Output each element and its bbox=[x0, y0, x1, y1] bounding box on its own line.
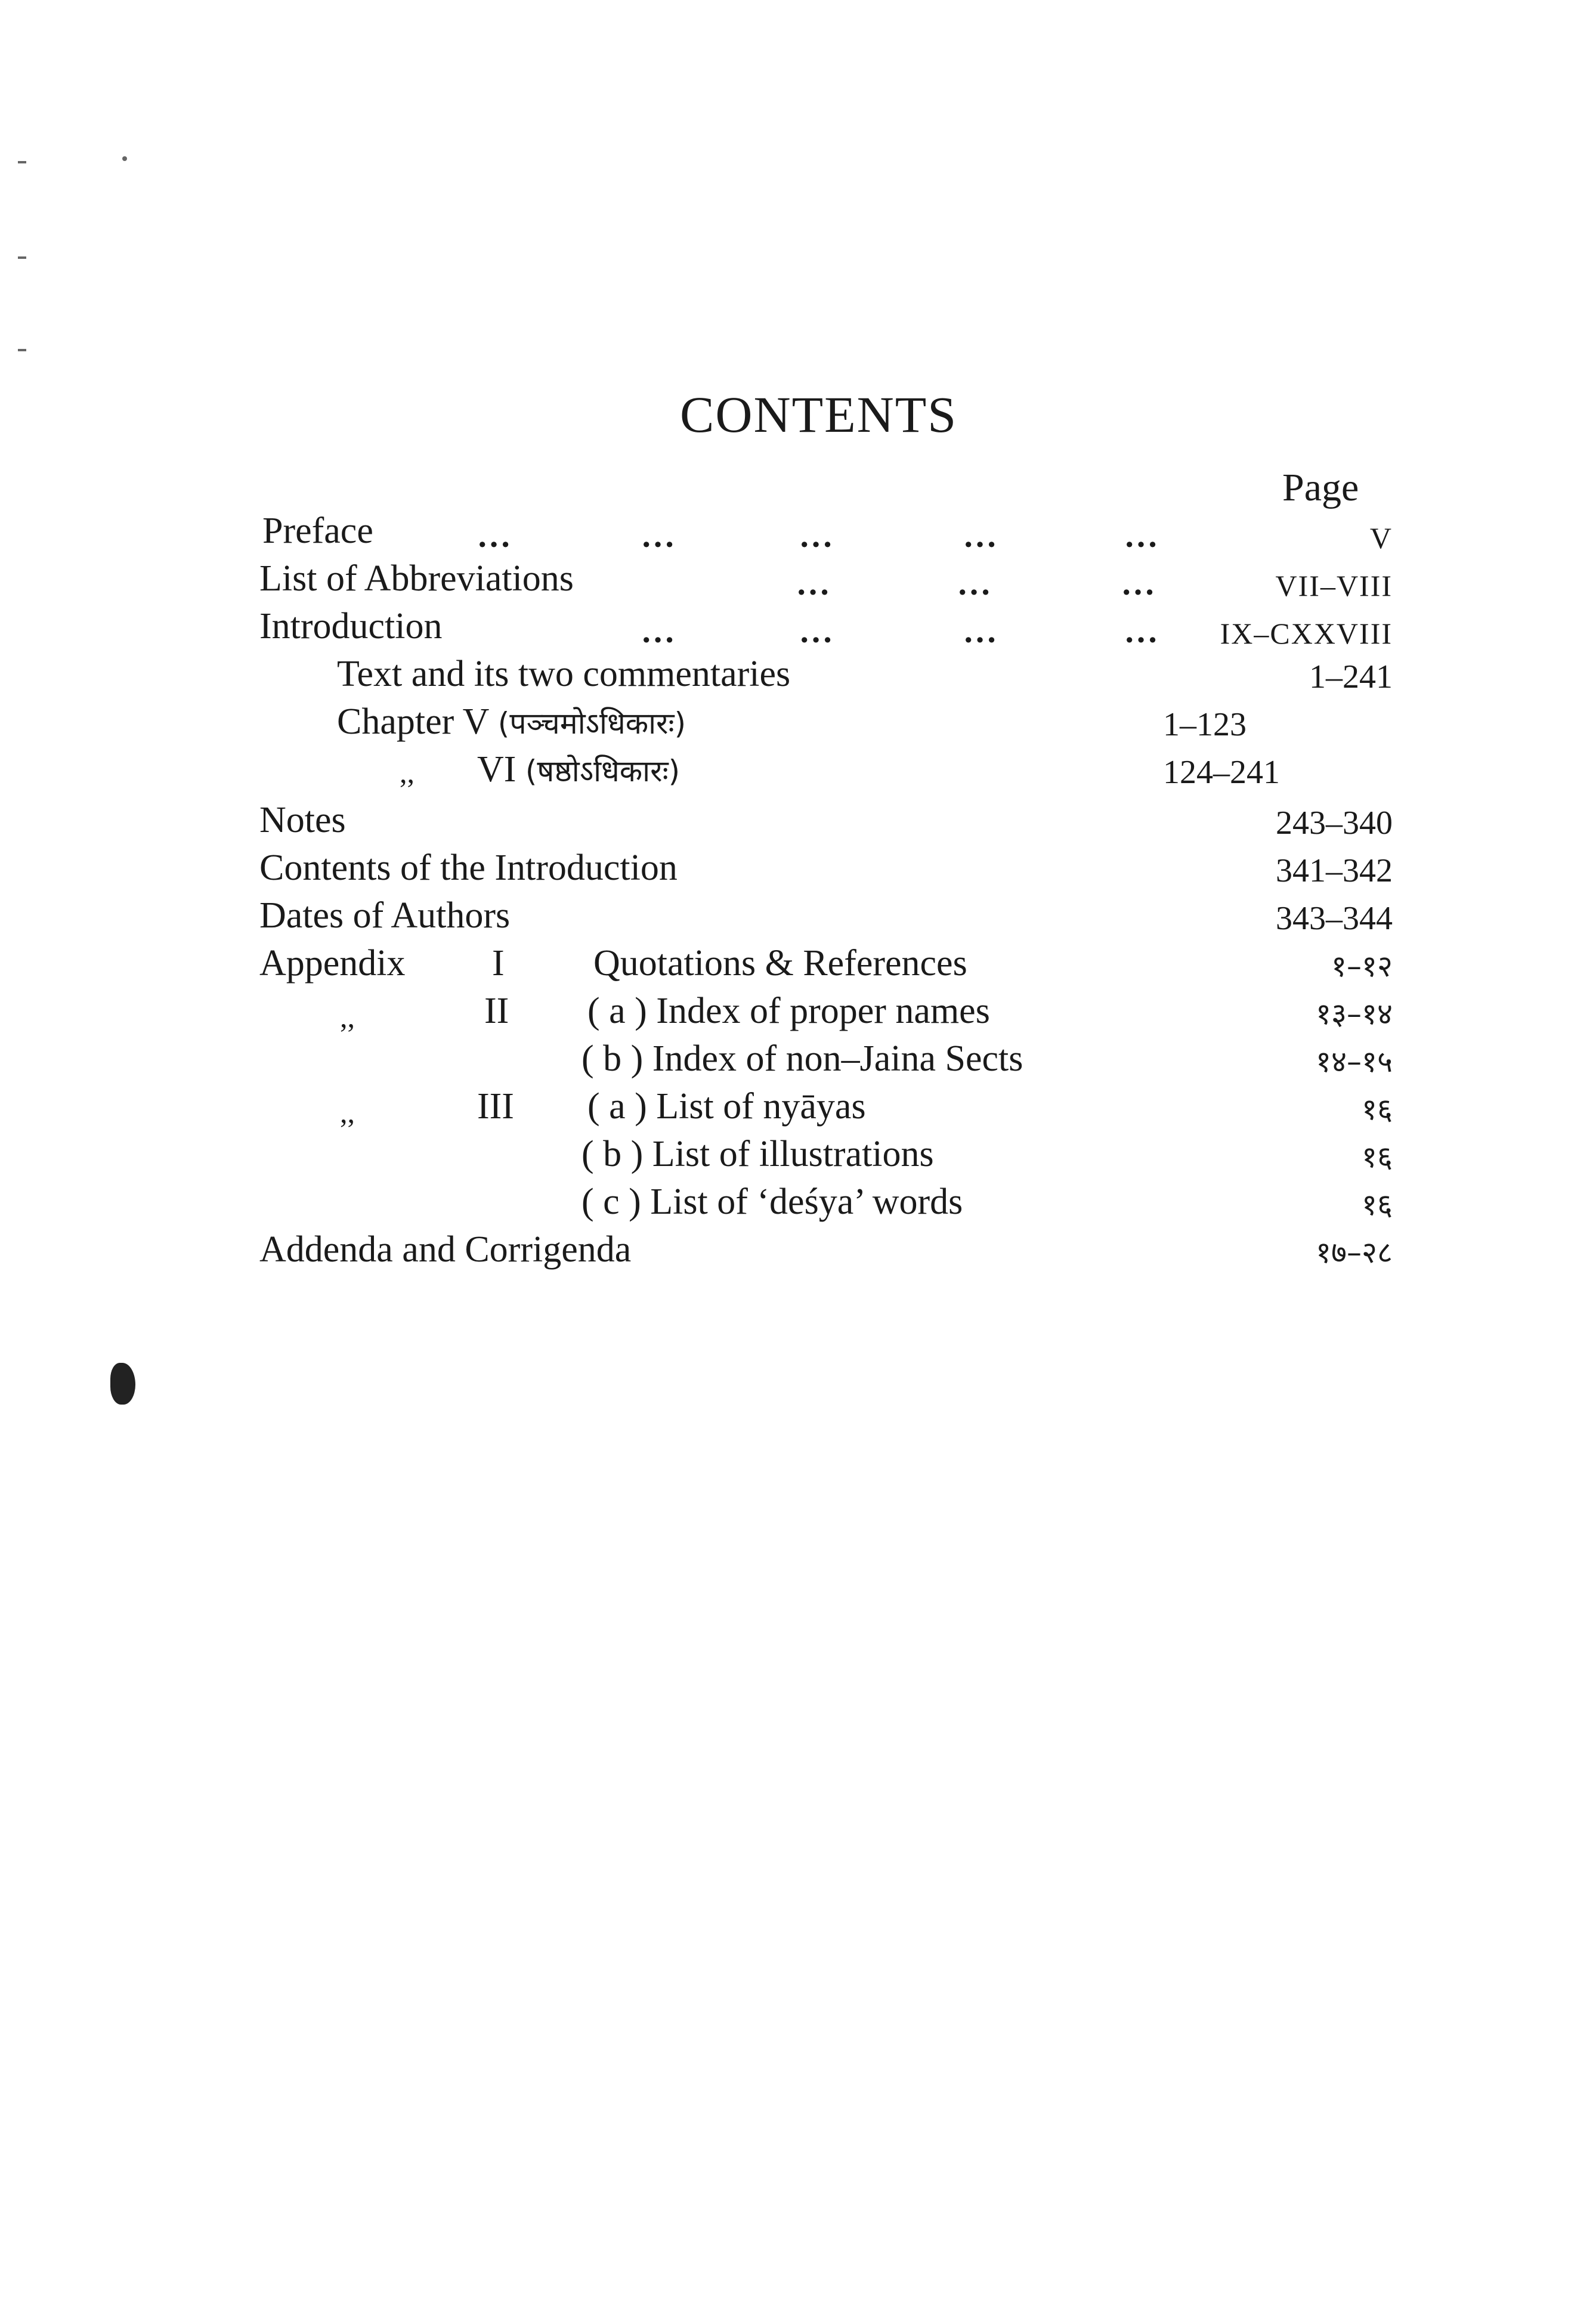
scan-mark bbox=[18, 161, 26, 163]
leader-dots: ... bbox=[799, 614, 834, 650]
sanskrit-title: (षष्ठोऽधिकारः) bbox=[525, 754, 681, 788]
leader-dots: ... bbox=[1124, 614, 1159, 650]
toc-label: Dates of Authors bbox=[259, 895, 511, 936]
toc-ditto bbox=[340, 1088, 355, 1136]
leader-dots: ... bbox=[1124, 519, 1159, 554]
toc-page-dates: 343–344 bbox=[1276, 900, 1393, 937]
leader-dots: ... bbox=[641, 614, 676, 650]
appendix-title: ( b ) List of illustrations bbox=[582, 1134, 934, 1174]
ditto-mark: ,, bbox=[340, 1000, 355, 1034]
toc-page-introduction: IX–CXXVIII bbox=[1220, 617, 1393, 650]
toc-entry-abbreviations bbox=[259, 555, 574, 602]
toc-entry-text bbox=[337, 650, 790, 698]
toc-page-appendix-2b: १४–१५ bbox=[1316, 1044, 1393, 1079]
toc-ditto bbox=[400, 749, 415, 796]
toc-ditto bbox=[340, 993, 355, 1041]
toc-page-appendix-3c: १६ bbox=[1362, 1187, 1393, 1222]
sanskrit-title: (पञ्चमोऽधिकारः) bbox=[497, 706, 686, 741]
leader-dots: ... bbox=[641, 519, 676, 554]
page-title: CONTENTS bbox=[680, 386, 958, 443]
toc-label: VI bbox=[477, 749, 516, 790]
toc-label: Introduction bbox=[259, 606, 443, 647]
toc-page-appendix-2a: १३–१४ bbox=[1316, 997, 1393, 1031]
toc-entry-addenda bbox=[259, 1226, 631, 1273]
appendix-numeral: I bbox=[492, 943, 505, 984]
appendix-numeral: II bbox=[484, 991, 509, 1031]
leader-dots: ... bbox=[796, 567, 831, 602]
appendix-title: ( a ) List of nyāyas bbox=[587, 1086, 866, 1127]
scan-mark bbox=[18, 349, 26, 351]
leader-dots: ... bbox=[477, 519, 512, 554]
toc-page-appendix-3b: १६ bbox=[1362, 1140, 1393, 1174]
scan-mark bbox=[18, 256, 26, 259]
toc-page-chapter-6: 124–241 bbox=[1163, 754, 1280, 791]
toc-page-contents-intro: 341–342 bbox=[1276, 852, 1393, 889]
toc-label: List of Abbreviations bbox=[259, 558, 574, 599]
toc-entry-appendix-1 bbox=[259, 939, 406, 987]
toc-label: Contents of the Introduction bbox=[259, 848, 678, 888]
leader-dots: ... bbox=[963, 614, 998, 650]
toc-page-addenda: १७–२८ bbox=[1316, 1235, 1393, 1270]
toc-page-chapter-5: 1–123 bbox=[1163, 706, 1247, 743]
toc-page-text: 1–241 bbox=[1309, 658, 1393, 695]
appendix-title: ( c ) List of ‘deśya’ words bbox=[582, 1182, 963, 1222]
toc-page-abbreviations: VII–VIII bbox=[1275, 569, 1393, 602]
toc-label: Appendix bbox=[259, 943, 406, 984]
appendix-title: ( b ) Index of non–Jaina Sects bbox=[582, 1038, 1023, 1079]
toc-entry-introduction bbox=[259, 602, 443, 650]
leader-dots: ... bbox=[963, 519, 998, 554]
toc-label: Chapter V bbox=[337, 701, 489, 742]
toc-entry-chapter-6 bbox=[477, 746, 680, 793]
toc-page-notes: 243–340 bbox=[1276, 805, 1393, 842]
leader-dots: ... bbox=[957, 567, 992, 602]
toc-page-appendix-3a: १६ bbox=[1362, 1092, 1393, 1127]
page-column-label: Page bbox=[1282, 466, 1359, 509]
toc-entry-notes bbox=[259, 796, 346, 844]
scan-mark bbox=[122, 156, 127, 161]
appendix-title: Quotations & References bbox=[593, 943, 967, 984]
toc-entry-preface bbox=[262, 507, 373, 555]
appendix-numeral: III bbox=[477, 1086, 514, 1127]
ditto-mark: ,, bbox=[400, 756, 415, 789]
leader-dots: ... bbox=[799, 519, 834, 554]
toc-label: Preface bbox=[262, 511, 373, 551]
appendix-title: ( a ) Index of proper names bbox=[587, 991, 990, 1031]
toc-entry-contents-intro bbox=[259, 844, 678, 892]
leader-dots: ... bbox=[1121, 567, 1156, 602]
ink-blot bbox=[110, 1363, 135, 1405]
toc-label: Addenda and Corrigenda bbox=[259, 1229, 632, 1270]
toc-page-appendix-1: १–१२ bbox=[1331, 949, 1393, 984]
toc-label: Notes bbox=[259, 800, 346, 840]
toc-page-preface: V bbox=[1369, 521, 1393, 555]
toc-entry-dates bbox=[259, 892, 510, 939]
toc-entry-chapter-5 bbox=[337, 698, 686, 746]
toc-label: Text and its two commentaries bbox=[337, 654, 791, 694]
ditto-mark: ,, bbox=[340, 1096, 355, 1129]
